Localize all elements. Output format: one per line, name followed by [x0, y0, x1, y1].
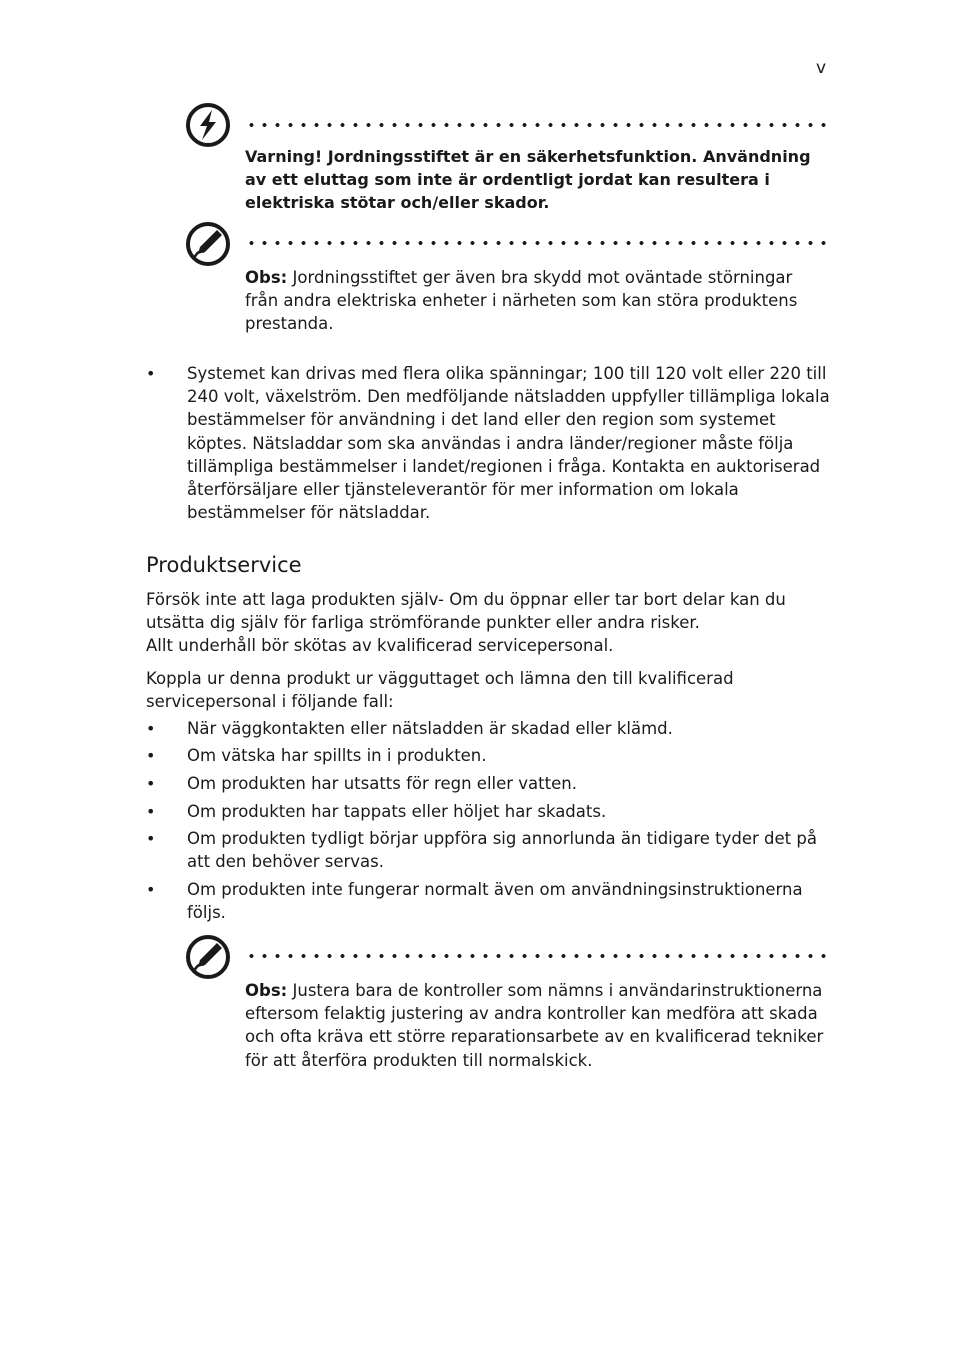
list-item-text: Om produkten har tappats eller höljet har skadats. — [187, 802, 607, 821]
bullet-marker: • — [146, 364, 156, 383]
page-number: v — [816, 58, 827, 78]
note-callout-1 — [185, 221, 835, 341]
divider-dots — [245, 123, 831, 127]
bullet-marker: • — [146, 746, 156, 765]
bullet-marker: • — [146, 719, 156, 738]
voltage-bullet — [146, 362, 836, 526]
note-label: Obs: — [245, 981, 288, 1000]
service-paragraph-1-line-2: Allt underhåll bör skötas av kvalificerad servicepersonal. — [146, 636, 614, 656]
list-item-text: Om produkten har utsatts för regn eller vatten. — [187, 774, 577, 793]
section-heading: Produktservice — [146, 553, 302, 577]
warning-text: Varning! Jordningsstiftet är en säkerhetsfunktion. Användning av ett eluttag som inte är ordentligt jordat kan resultera i elektriska stötar och/eller skador. — [245, 147, 811, 213]
list-item-text: Om vätska har spillts in i produkten. — [187, 746, 487, 765]
warning-callout — [185, 102, 835, 222]
list-item-text: När väggkontakten eller nätsladden är skadad eller klämd. — [187, 719, 673, 738]
bullet-marker: • — [146, 802, 156, 821]
note-body: Jordningsstiftet ger även bra skydd mot oväntade störningar från andra elektriska enheter i närheten som kan störa produktens prestanda. — [245, 268, 798, 334]
note-text-2 — [245, 979, 825, 1072]
note-pen-icon — [185, 221, 231, 267]
note-body: Justera bara de kontroller som nämns i användarinstruktionerna eftersom felaktig justering av andra kontroller kan medföra att skada och ofta kräva ett större reparationsarbete av en kvalificerad tekniker för att återföra produkten till normalskick. — [245, 981, 824, 1070]
bullet-marker: • — [146, 774, 156, 793]
bullet-marker: • — [146, 880, 156, 899]
note-label: Obs: — [245, 268, 288, 287]
warning-lightning-icon — [185, 102, 231, 148]
divider-dots — [245, 241, 831, 245]
bullet-marker: • — [146, 829, 156, 848]
service-paragraph-1-line-1: Försök inte att laga produkten själv- Om du öppnar eller tar bort delar kan du utsätta dig själv för farliga strömförande punkter eller andra risker. — [146, 590, 786, 633]
note-pen-icon — [185, 934, 231, 980]
service-paragraph-2: Koppla ur denna produkt ur vägguttaget och lämna den till kvalificerad servicepersonal i följande fall: — [146, 669, 734, 712]
note-text-1 — [245, 266, 825, 336]
divider-dots — [245, 954, 831, 958]
list-item-text: Om produkten tydligt börjar uppföra sig annorlunda än tidigare tyder det på att den behöver servas. — [187, 829, 817, 872]
service-paragraph-1 — [146, 588, 806, 658]
note-callout-2 — [185, 934, 835, 1104]
bullet-text: Systemet kan drivas med flera olika spänningar; 100 till 120 volt eller 220 till 240 volt, växelström. Den medföljande nätsladden uppfyller tillämpliga lokala bestämmelser för användning i det land eller den region som systemet köptes. Nätsladdar som ska användas i andra länder/regioner måste följa tillämpliga bestämmelser i landet/regionen i fråga. Kontakta en auktoriserad återförsäljare eller tjänsteleverantör för mer information om lokala bestämmelser för nätsladdar. — [187, 364, 830, 523]
list-item-text: Om produkten inte fungerar normalt även om användningsinstruktionerna följs. — [187, 880, 803, 923]
